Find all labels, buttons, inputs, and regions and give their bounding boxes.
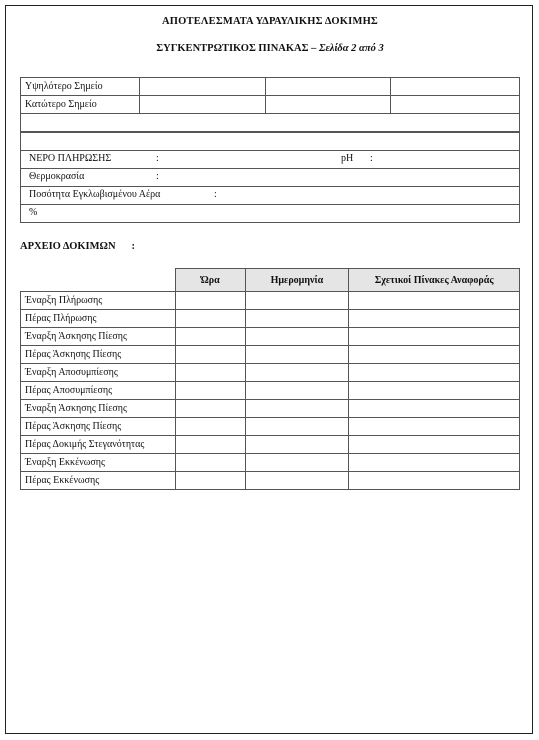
table-cell[interactable] (175, 436, 245, 454)
water-table (20, 132, 520, 223)
table-row (21, 187, 520, 205)
colon: : (156, 171, 159, 182)
row-label: Πέρας Άσκησης Πίεσης (21, 346, 176, 364)
table-cell[interactable] (139, 96, 265, 114)
table-row (21, 346, 520, 364)
table-cell[interactable] (21, 187, 520, 205)
colon: : (214, 189, 217, 200)
percent-label: % (29, 207, 38, 218)
table-cell[interactable] (21, 151, 520, 169)
table-cell[interactable] (245, 418, 349, 436)
table-cell[interactable] (175, 472, 245, 490)
document-subtitle (6, 43, 534, 54)
row-label: Υψηλότερο Σημείο (21, 78, 140, 96)
table-row (21, 382, 520, 400)
table-row (21, 151, 520, 169)
table-cell[interactable] (245, 328, 349, 346)
table-cell[interactable] (175, 382, 245, 400)
table-row (21, 436, 520, 454)
table-cell[interactable] (175, 364, 245, 382)
table-row (21, 78, 520, 96)
table-row (21, 169, 520, 187)
table-cell[interactable] (21, 114, 520, 132)
row-label: Πέρας Δοκιμής Στεγανότητας (21, 436, 176, 454)
page-indicator: Σελίδα 2 από 3 (318, 43, 384, 54)
table-cell[interactable] (175, 346, 245, 364)
table-cell[interactable] (245, 292, 349, 310)
table-row (21, 205, 520, 223)
fill-water-label: ΝΕΡΟ ΠΛΗΡΩΣΗΣ (29, 153, 112, 164)
ph-label: pH (341, 153, 354, 164)
table-cell[interactable] (245, 436, 349, 454)
table-cell[interactable] (139, 78, 265, 96)
table-row (21, 292, 520, 310)
table-row (21, 472, 520, 490)
row-label: Έναρξη Αποσυμπίεσης (21, 364, 176, 382)
table-cell[interactable] (349, 364, 520, 382)
table-cell[interactable] (265, 96, 391, 114)
table-cell[interactable] (349, 454, 520, 472)
table-cell[interactable] (175, 400, 245, 418)
row-label: Πέρας Πλήρωσης (21, 310, 176, 328)
colon: : (131, 241, 136, 252)
table-cell[interactable] (175, 418, 245, 436)
table-row (21, 114, 520, 132)
table-cell[interactable] (175, 454, 245, 472)
header-blank (21, 269, 176, 292)
row-label: Κατώτερο Σημείο (21, 96, 140, 114)
table-cell[interactable] (175, 292, 245, 310)
column-header-time: Ώρα (175, 269, 245, 292)
row-label: Πέρας Αποσυμπίεσης (21, 382, 176, 400)
table-cell[interactable] (245, 364, 349, 382)
row-label: Έναρξη Άσκησης Πίεσης (21, 400, 176, 418)
table-cell[interactable] (349, 436, 520, 454)
table-row (21, 454, 520, 472)
table-cell[interactable] (349, 382, 520, 400)
table-row (21, 364, 520, 382)
colon: : (156, 153, 159, 164)
table-cell[interactable] (349, 292, 520, 310)
row-label: Πέρας Άσκησης Πίεσης (21, 418, 176, 436)
row-label: Έναρξη Άσκησης Πίεσης (21, 328, 176, 346)
table-cell[interactable] (245, 346, 349, 364)
colon: : (370, 153, 373, 164)
records-table (20, 268, 520, 490)
table-cell[interactable] (245, 400, 349, 418)
table-cell[interactable] (349, 400, 520, 418)
table-cell[interactable] (349, 328, 520, 346)
table-cell[interactable] (391, 96, 520, 114)
table-cell[interactable] (245, 454, 349, 472)
table-cell[interactable] (245, 382, 349, 400)
table-row (21, 400, 520, 418)
document-page (5, 5, 533, 734)
table-cell[interactable] (391, 78, 520, 96)
table-row (21, 96, 520, 114)
table-cell[interactable] (349, 418, 520, 436)
temperature-label: Θερμοκρασία (29, 171, 85, 182)
table-cell[interactable] (349, 310, 520, 328)
records-title-text: ΑΡΧΕΙΟ ΔΟΚΙΜΩΝ (20, 241, 116, 252)
table-cell[interactable] (265, 78, 391, 96)
table-row (21, 328, 520, 346)
document-title: ΑΠΟΤΕΛΕΣΜΑΤΑ ΥΔΡΑΥΛΙΚΗΣ ΔΟΚΙΜΗΣ (162, 16, 378, 27)
table-cell[interactable] (21, 205, 520, 223)
records-title (20, 241, 135, 252)
table-cell[interactable] (245, 310, 349, 328)
table-cell[interactable] (175, 328, 245, 346)
table-header-row (21, 269, 520, 292)
row-label: Πέρας Εκκένωσης (21, 472, 176, 490)
column-header-date: Ημερομηνία (245, 269, 349, 292)
table-cell[interactable] (21, 133, 520, 151)
table-row (21, 310, 520, 328)
table-row (21, 133, 520, 151)
trapped-air-label: Ποσότητα Εγκλωβισμένου Αέρα (29, 189, 161, 200)
table-cell[interactable] (349, 346, 520, 364)
column-header-references: Σχετικοί Πίνακες Αναφοράς (349, 269, 520, 292)
table-cell[interactable] (21, 169, 520, 187)
row-label: Έναρξη Εκκένωσης (21, 454, 176, 472)
table-cell[interactable] (349, 472, 520, 490)
table-cell[interactable] (175, 310, 245, 328)
table-row (21, 418, 520, 436)
points-table (20, 77, 520, 132)
table-cell[interactable] (245, 472, 349, 490)
row-label: Έναρξη Πλήρωσης (21, 292, 176, 310)
subtitle-main: ΣΥΓΚΕΝΤΡΩΤΙΚΟΣ ΠΙΝΑΚΑΣ – (156, 43, 317, 54)
